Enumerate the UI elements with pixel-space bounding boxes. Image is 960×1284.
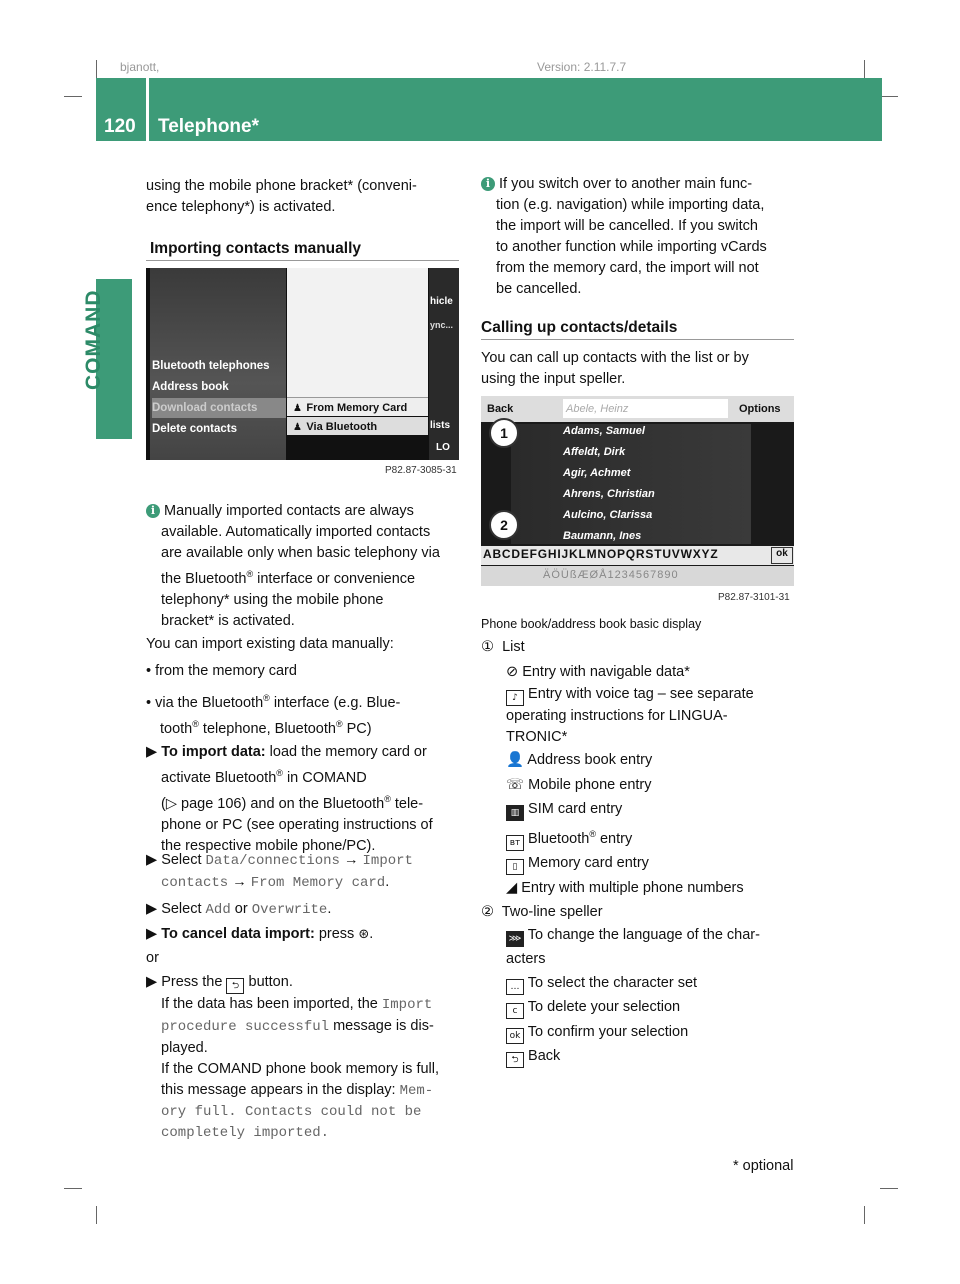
text-line: Select (161, 852, 202, 868)
search-text: Abele, Heinz (566, 403, 629, 415)
display-message: Mem‑ (399, 1083, 434, 1099)
legend-text: Entry with navigable data* (522, 663, 690, 680)
character-set-icon: … (506, 979, 524, 995)
submenu-blank (287, 268, 428, 413)
legend-text: Back (528, 1048, 561, 1064)
text-line: Manually imported contacts are always (164, 503, 414, 519)
text-line: telephony* using the mobile phone (161, 592, 384, 608)
step-import: ▶ To import data: load the memory card or activate Bluetooth® in COMAND (▷ page 106) and on the Bluetooth® tele- phone or PC (see operating instructions of the respective mobile phone/PC). (146, 742, 433, 857)
bullet-text: from the memory card (155, 663, 297, 679)
menu-path: From Memory card (250, 875, 386, 891)
bullet-text: telephone, Bluetooth (202, 721, 336, 737)
submenu-label: From Memory Card (306, 402, 408, 414)
legend (481, 635, 760, 1069)
text-line: bracket* is activated. (161, 613, 295, 629)
memory-card-icon: ▯ (506, 859, 524, 875)
note-manual (146, 501, 440, 632)
menu-path: contacts (161, 875, 229, 891)
registered-mark: ® (335, 719, 343, 729)
text-line: the import will be cancelled. If you switch (496, 218, 758, 234)
text-line: in COMAND (286, 770, 367, 786)
menu-path: Data/connections (205, 853, 340, 869)
text-line: tele- (394, 796, 424, 812)
text-line: . (327, 901, 332, 917)
menu-label: Download contacts (152, 402, 258, 414)
submenu-memory (287, 397, 428, 416)
legend-text: Memory card entry (528, 855, 649, 871)
text-line: . (369, 926, 374, 942)
menu-path: Import (362, 853, 413, 869)
crop-mark (64, 96, 82, 97)
arrow: → (343, 852, 359, 868)
step-select-add: ▶ Select Add or Overwrite. (146, 901, 332, 918)
step-back: ▶ Press the ⮌ button. If the data has been imported, the Import procedure successful message is dis- played. If the COMAND phone book memory is full, this message appears in the display: Mem‑ ory full. Contacts could not be completely imported. (146, 972, 439, 1144)
legend-text: operating instructions for LINGUA- (506, 708, 728, 724)
ok-button-label: ok (771, 547, 793, 564)
legend-text: SIM card entry (528, 801, 623, 817)
multiple-numbers-icon: ◢ (506, 879, 518, 896)
text-line: using the input speller. (481, 371, 626, 387)
header-divider (146, 78, 149, 141)
text-line: If you switch over to another main func- (499, 176, 753, 192)
text-line: interface or convenience (257, 571, 416, 587)
legend-text: acters (506, 950, 546, 967)
registered-mark: ® (263, 693, 270, 703)
legend-text: Entry with multiple phone numbers (521, 879, 744, 896)
contact-list (511, 424, 751, 544)
side-tab-label: COMAND (82, 289, 105, 390)
side-label: LO (436, 442, 450, 453)
legend-text: To delete your selection (527, 999, 681, 1015)
meta-version: Version: 2.11.7.7 (537, 60, 627, 74)
side-label: ync... (430, 320, 454, 330)
text-line: tion (e.g. navigation) while importing data, (496, 197, 765, 213)
text-line: If the data has been imported, the (161, 996, 378, 1012)
display-message: procedure successful (161, 1019, 330, 1035)
display-message: Import (381, 997, 433, 1013)
crop-mark (96, 1206, 97, 1224)
crop-mark (880, 96, 898, 97)
text-line: the Bluetooth (161, 571, 247, 587)
registered-mark: ® (589, 828, 596, 839)
text-line: Press the (161, 974, 223, 990)
step-cancel: ▶ To cancel data import: press ⊛. (146, 926, 374, 942)
menu-item-delete (152, 419, 286, 439)
info-icon: i (481, 177, 495, 191)
page-title: Telephone* (158, 116, 259, 137)
text-line: If the COMAND phone book memory is full, (161, 1061, 440, 1077)
legend-text: Two-line speller (501, 904, 603, 920)
text-line: press (318, 926, 355, 942)
text-line: using the mobile phone bracket* (conveni- (146, 178, 417, 194)
crop-mark (864, 60, 865, 78)
left-intro (146, 176, 417, 218)
callout-2: 2 (489, 510, 519, 540)
menu-label: Address book (152, 381, 229, 393)
heading-rule (146, 260, 459, 261)
text-line: be cancelled. (496, 281, 582, 297)
text-line: load the memory card or (269, 744, 427, 760)
registered-mark: ® (384, 794, 391, 804)
crop-mark (96, 60, 97, 78)
text-line: available. Automatically imported contacts (161, 524, 431, 540)
ok-icon: ok (506, 1028, 524, 1044)
text-line: this message appears in the display: (161, 1082, 396, 1098)
voice-tag-icon: ♪ (506, 690, 524, 706)
meta-author: bjanott, (120, 60, 160, 74)
callout-1: 1 (489, 418, 519, 448)
legend-text: Mobile phone entry (528, 776, 652, 793)
text-line: the respective mobile phone/PC). (161, 838, 376, 854)
text-line: to another function while importing vCards (496, 239, 767, 255)
address-book-icon: 👤 (506, 752, 525, 768)
text-line: from the memory card, the import will not (496, 260, 759, 276)
registered-mark: ® (276, 768, 283, 778)
legend-number: ② (481, 904, 494, 920)
submenu-bluetooth (287, 417, 428, 435)
contact-item: Ahrens, Christian (563, 488, 655, 500)
menu-path: Add (205, 902, 231, 918)
text-line: . (385, 874, 390, 890)
import-intro: You can import existing data manually: (146, 636, 394, 652)
arrow: → (232, 874, 247, 890)
contact-item: Baumann, Ines (563, 530, 642, 542)
mobile-phone-icon: ☏ (506, 776, 525, 793)
figure-code: P82.87-3101-31 (718, 592, 790, 603)
text-line: message is dis- (333, 1018, 434, 1034)
text-line: or (234, 901, 248, 917)
delete-icon: c (506, 1003, 524, 1019)
bluetooth-icon: ♟ (293, 422, 302, 433)
text-line: are available only when basic telephony via (161, 545, 440, 561)
navigable-icon: ⊘ (506, 663, 519, 680)
figure-import-menu (146, 268, 459, 460)
menu-label: Delete contacts (152, 423, 238, 435)
memory-icon: ♟ (293, 403, 302, 414)
figure-code: P82.87-3085-31 (385, 465, 457, 476)
note-switch (481, 174, 767, 300)
step-select-menu: ▶ Select Data/connections → Import contacts → From Memory card. (146, 852, 413, 891)
crop-mark (64, 1188, 82, 1189)
footnote-optional: * optional (733, 1158, 794, 1174)
legend-text: Address book entry (527, 752, 653, 768)
menu-label: Bluetooth telephones (152, 360, 270, 372)
text-line: (▷ page 106) and on the Bluetooth (161, 796, 385, 812)
text-line: played. (161, 1040, 208, 1056)
crop-mark (880, 1188, 898, 1189)
legend-text: TRONIC* (506, 729, 568, 745)
heading-import: Importing contacts manually (150, 240, 362, 257)
figure-caption: Phone book/address book basic display (481, 617, 702, 631)
step-label: To import data: (161, 744, 266, 760)
contact-item: Adams, Samuel (563, 425, 645, 437)
contact-item: Aulcino, Clarissa (563, 509, 653, 521)
legend-text: Bluetooth (528, 830, 590, 847)
back-icon: ⮌ (226, 978, 244, 994)
registered-mark: ® (246, 569, 254, 579)
controller-icon: ⊛ (358, 926, 370, 941)
bullet-list: • from the memory card • via the Bluetooth® interface (e.g. Blue- tooth® telephone, Bluetooth® PC) (146, 663, 401, 737)
options-label: Options (739, 403, 781, 415)
speller-letters: ABCDEFGHIJKLMNOPQRSTUVWXYZ (483, 547, 719, 561)
menu-item-download (152, 398, 286, 418)
language-icon: ⋙ (506, 931, 524, 947)
text-line: phone or PC (see operating instructions of (161, 817, 433, 833)
legend-text: entry (599, 830, 633, 847)
back-button-label: Back (487, 403, 514, 415)
display-message: ory full. Contacts could not be (161, 1104, 422, 1120)
legend-text: To change the language of the char- (527, 926, 760, 943)
text-or: or (146, 950, 159, 966)
submenu-label: Via Bluetooth (306, 421, 378, 433)
legend-number: ① (481, 639, 494, 655)
bluetooth-icon: ʙᴛ (506, 835, 524, 851)
figure-phonebook (481, 396, 794, 586)
text-line: Select (161, 901, 202, 917)
info-icon: i (146, 504, 160, 518)
contact-item: Agir, Achmet (563, 467, 631, 479)
menu-item-address-book (152, 377, 286, 397)
bullet-text: PC) (346, 721, 372, 737)
text-line: activate Bluetooth (161, 770, 277, 786)
side-label: hicle (430, 296, 453, 307)
legend-text: List (502, 639, 525, 655)
bullet-text: tooth (160, 721, 193, 737)
contact-item: Affeldt, Dirk (563, 446, 626, 458)
bullet-text: interface (e.g. Blue- (273, 695, 401, 711)
legend-text: To select the character set (527, 974, 698, 991)
display-message: completely imported. (161, 1125, 330, 1141)
sim-card-icon: ▥ (506, 805, 524, 821)
bullet-text: via the Bluetooth (155, 695, 264, 711)
text-line: You can call up contacts with the list or by (481, 350, 749, 366)
side-label: lists (430, 420, 451, 431)
crop-mark (864, 1206, 865, 1224)
menu-path: Overwrite (251, 902, 328, 918)
menu-item-bluetooth (152, 356, 286, 376)
heading-rule (481, 339, 794, 340)
text-line: button. (248, 974, 293, 990)
step-label: To cancel data import: (161, 926, 315, 942)
back-icon: ⮌ (506, 1052, 524, 1068)
legend-text: Entry with voice tag – see separate (528, 686, 754, 702)
speller-chars: ÄÖÜßÆØÅ1234567890 (543, 569, 679, 581)
heading-calling: Calling up contacts/details (481, 319, 678, 336)
text-line: ence telephony*) is activated. (146, 199, 336, 215)
legend-text: To confirm your selection (527, 1023, 689, 1040)
page-number: 120 (104, 116, 136, 137)
calling-intro (481, 348, 749, 390)
registered-mark: ® (192, 719, 199, 729)
search-field (563, 399, 728, 418)
